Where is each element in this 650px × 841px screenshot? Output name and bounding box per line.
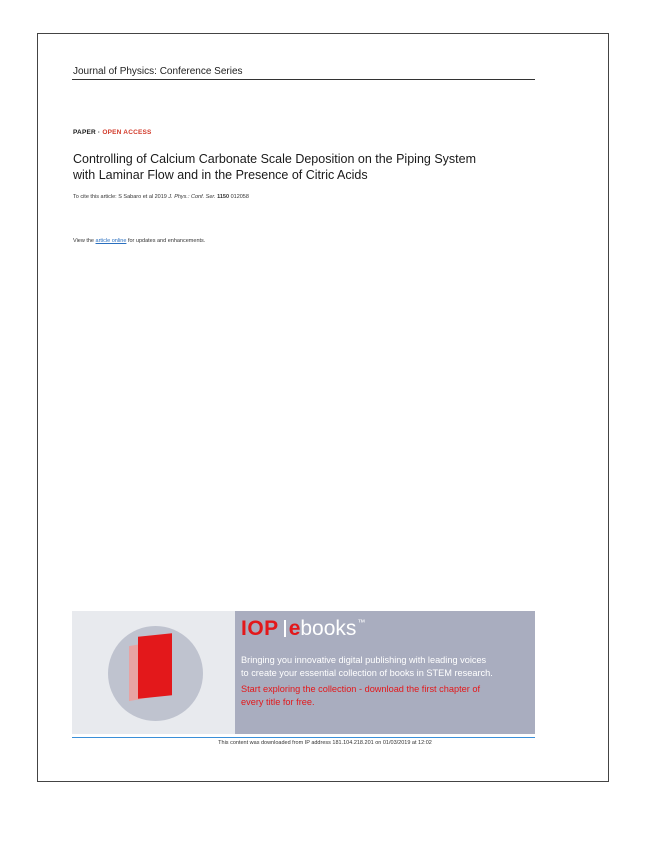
banner-image-panel [72,611,235,734]
footer-divider [72,737,535,738]
trademark-symbol: ™ [357,618,366,627]
iop-ebooks-banner[interactable] [72,611,535,734]
ebooks-rest: books [300,617,357,640]
iop-ebooks-logo [241,617,365,641]
banner-cta-line: every title for free. [241,697,315,707]
banner-text-panel [235,611,535,734]
logo-separator [284,620,286,637]
paper-type-label [73,129,152,136]
view-online-suffix: for updates and enhancements. [126,238,206,244]
paper-title-line: Controlling of Calcium Carbonate Scale Deposition on the Piping System [73,152,476,166]
article-online-link[interactable]: article online [95,238,127,244]
citation-volume: 1150 [215,194,230,200]
header-divider [72,79,535,80]
citation-line [73,194,249,200]
open-access-label: OPEN ACCESS [102,129,152,136]
citation-article-number: 012058 [229,194,249,200]
paper-label-separator: · [95,129,103,136]
journal-name: Journal of Physics: Conference Series [73,66,243,77]
citation-prefix: To cite this article: S Sabaro et al 2019 [73,194,169,200]
banner-cta-line: Start exploring the collection - download the first chapter of [241,684,481,694]
citation-journal: J. Phys.: Conf. Ser. [168,194,216,200]
paper-title-line: with Laminar Flow and in the Presence of Citric Acids [73,168,368,182]
view-online-prefix: View the [73,238,96,244]
view-online-line [73,238,205,244]
banner-tagline [241,654,533,680]
banner-call-to-action[interactable] [241,683,533,709]
download-note: This content was downloaded from IP address 181.104.218.201 on 01/03/2019 at 12:02 [218,740,432,746]
paper-label: PAPER [73,129,96,136]
banner-tagline-line: Bringing you innovative digital publishing with leading voices [241,655,487,665]
paper-title [73,151,543,183]
book-icon [138,633,172,699]
ebooks-e: e [288,617,301,640]
iop-logo-text: IOP [241,617,279,640]
banner-tagline-line: to create your essential collection of books in STEM research. [241,668,493,678]
